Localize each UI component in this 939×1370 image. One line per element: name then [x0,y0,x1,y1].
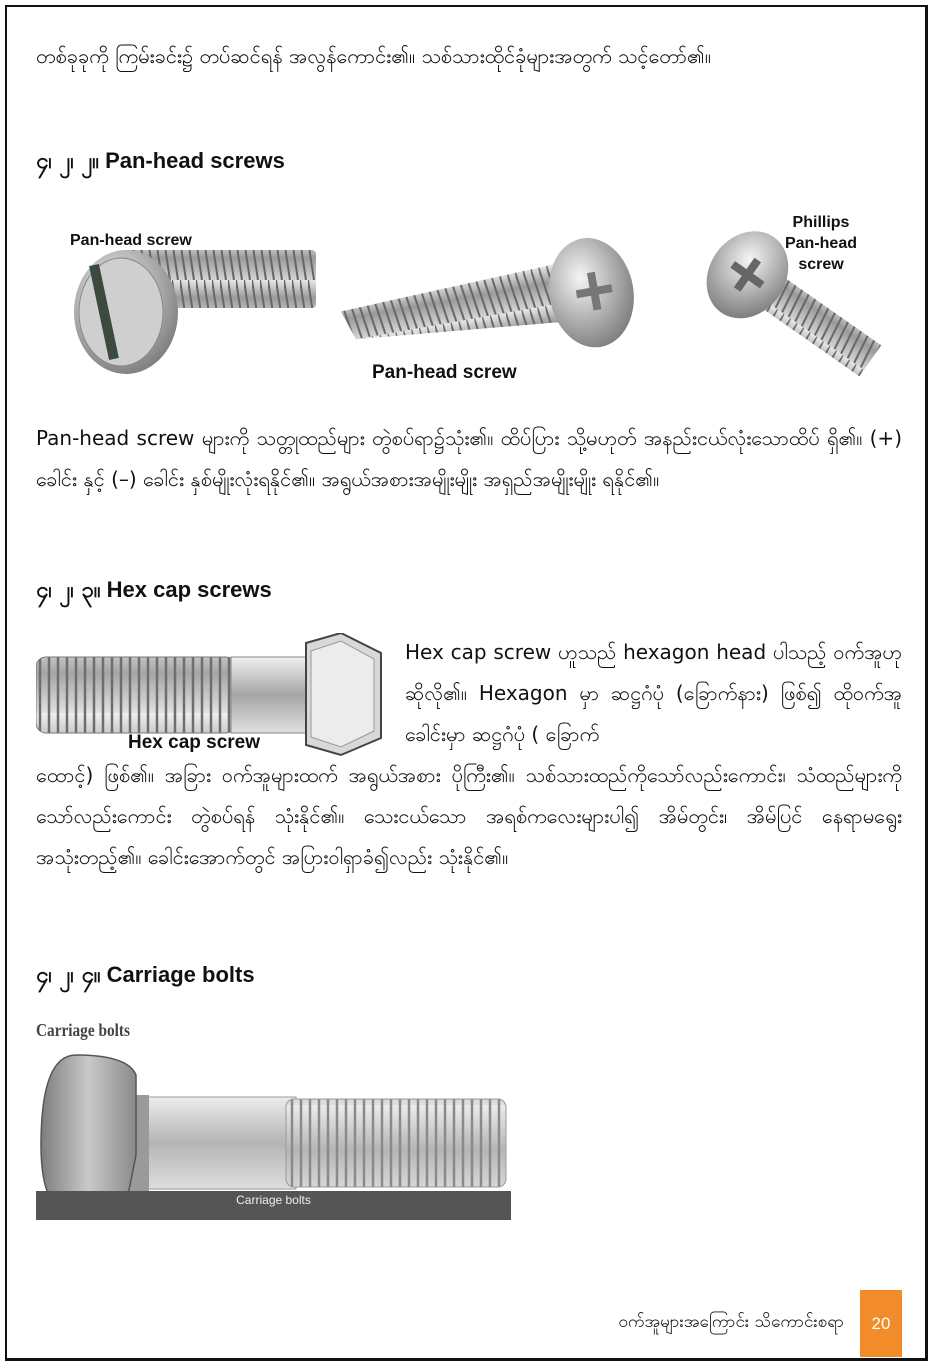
phillips-label [776,212,866,275]
section-heading-carriage [36,960,255,993]
phillips-label-line2: Pan-head [784,235,857,252]
hexcap-paragraph-continued: ထောင့်) ဖြစ်၏။ အခြား ဝက်အူများထက် အရွယ်အစား ပိုကြီး၏။ သစ်သားထည်ကိုသော်လည်းကောင်း၊ သံထည်များကိုသော်လည်းကောင်း တွဲစပ်ရန် သုံးနိုင်၏။ သေးငယ်သော အရစ်ကလေးများပါ၍ အိမ်တွင်း၊ အိမ်ပြင် နေရာမရွေး အသုံးတည့်၏။ ခေါင်းအောက်တွင် အပြားဝါရှာခံ၍လည်း သုံးနိုင်၏။ [36,763,902,869]
panhead-screws-figure [36,200,902,410]
section-number: ၄၊ ၂၊ ၃။ [36,578,101,603]
section-title: Carriage bolts [106,962,255,987]
panhead-paragraph: Pan-head screw များကို သတ္တုထည်များ တွဲစပ်ရာ၌သုံး၏။ ထိပ်ပြား သို့မဟုတ် အနည်းငယ်လုံးသောထိပ် ရှိ၏။ (+) ခေါင်း နှင့် (–) ခေါင်း နှစ်မျိုးလုံးရနိုင်၏။ အရွယ်အစားအမျိုးမျိုး အရှည်အမျိုးမျိုး ရနိုင်၏။ [36,426,902,491]
carriage-bolt-figure [36,1015,511,1220]
section-heading-hexcap [36,575,272,608]
hexcap-figure [36,633,386,758]
section-number: ၄၊ ၂၊ ၂။ [36,149,99,174]
phillips-label-line3: screw [798,256,844,273]
hexcap-paragraph-right: Hex cap screw ဟူသည် hexagon head ပါသည့် ဝက်အူဟု ဆိုလို၏။ Hexagon မှာ ဆဋ္ဌဂံပုံ (ခြောက်နား) ဖြစ်၍ ထိုဝက်အူခေါင်းမှာ ဆဋ္ဌဂံပုံ ( ခြောက် [405,640,902,746]
carriage-base-label: Carriage bolts [236,1193,311,1207]
carriage-title-label: Carriage bolts [36,1020,130,1040]
section-title: Hex cap screws [106,577,272,602]
section-title: Pan-head screws [105,148,285,173]
section-number: ၄၊ ၂၊ ၄။ [36,963,101,988]
panhead-left-label: Pan-head screw [70,232,192,249]
intro-paragraph: တစ်ခုခုကို ကြမ်းခင်း၌ တပ်ဆင်ရန် အလွန်ကောင်း၏။ သစ်သားထိုင်ခုံများအတွက် သင့်တော်၏။ [36,44,711,68]
carriage-bolt-illustration [36,1015,511,1220]
page-number: 20 [860,1290,902,1357]
section-heading-panhead [36,146,285,179]
panhead-middle-label: Pan-head screw [372,362,517,383]
footer-title: ဝက်အူများအကြောင်း သိကောင်းစရာ [618,1312,844,1332]
hexcap-label: Hex cap screw [128,732,261,753]
phillips-label-line1: Phillips [792,214,850,231]
